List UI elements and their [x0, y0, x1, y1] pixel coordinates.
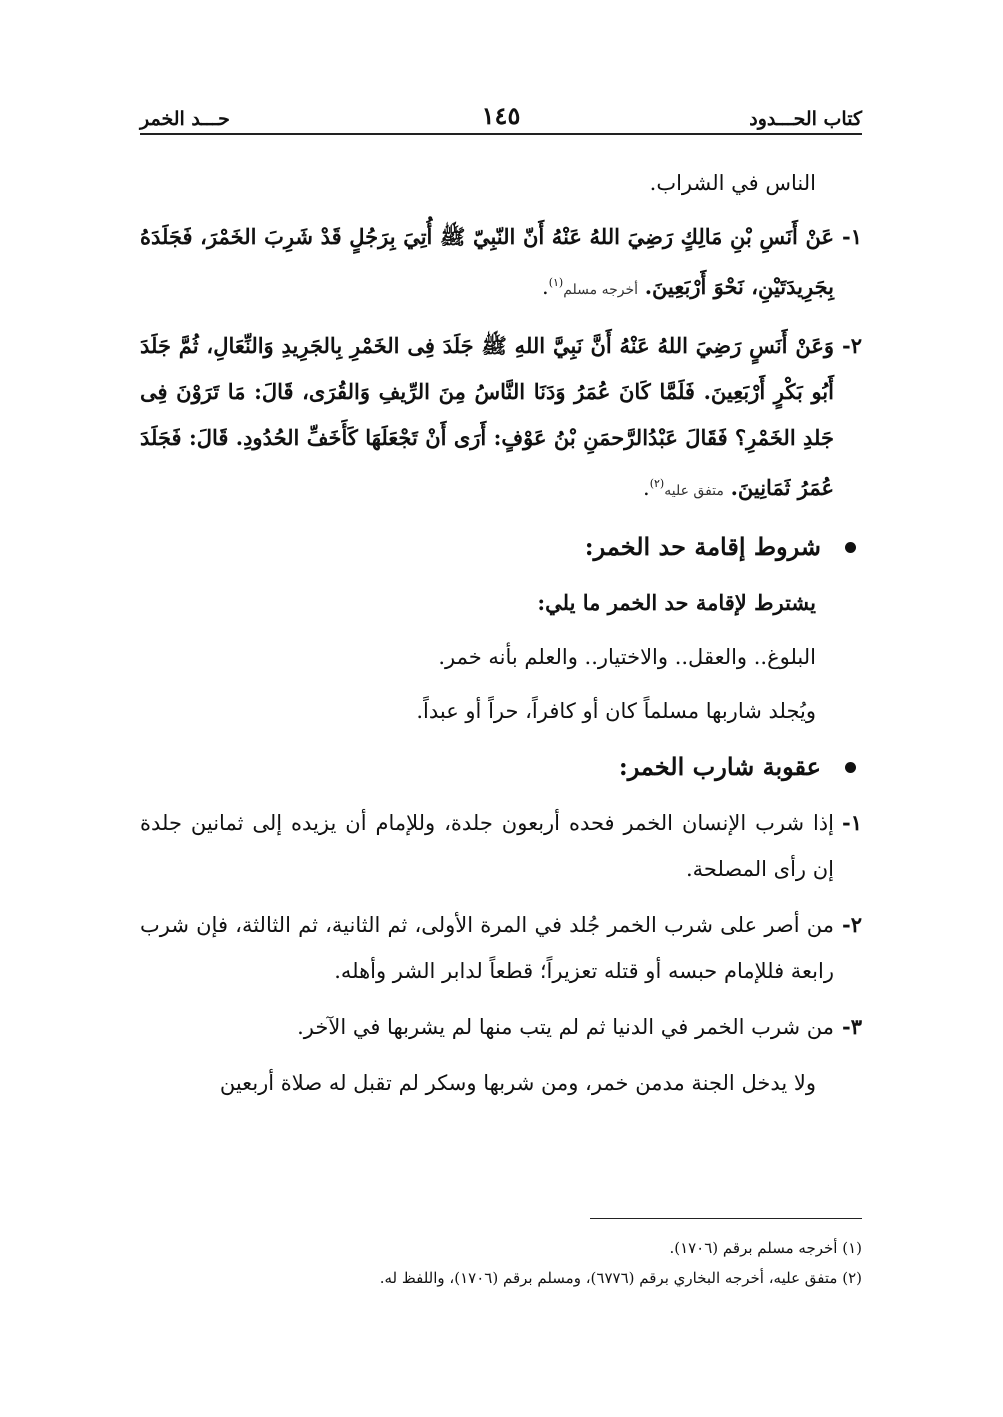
section-title-punishment: عقوبة شارب الخمر:	[618, 752, 821, 781]
conditions-line-2: ويُجلد شاربها مسلماً كان أو كافراً، حراً أو عبداً.	[416, 699, 816, 723]
closing-line: ولا يدخل الجنة مدمن خمر، ومن شربها وسكر لم تقبل له صلاة أربعين	[219, 1071, 816, 1095]
header-chapter-title: حـــد الخمر	[140, 108, 230, 130]
punishment-item-3	[140, 1004, 862, 1050]
punishment-item-1	[140, 800, 862, 892]
hadith-2	[140, 323, 862, 514]
punishment-item-number: ٢-	[842, 912, 862, 937]
hadith-1-text: عَنْ أَنَسِ بْنِ مَالِكٍ رَضِيَ اللهُ عَنْهُ أَنّ النّبِيّ ﷺ أُتِيَ بِرَجُلٍ قَدْ شَرِبَ الخَمْرَ، فَجَلَدَهُ بِجَرِيدَتَيْنِ، نَحْوَ أَرْبَعِينَ.	[140, 224, 834, 299]
hadith-1-number: ١-	[842, 224, 862, 249]
footnote-ref-2[interactable]: (٢)	[649, 477, 665, 490]
intro-line: الناس في الشراب.	[649, 171, 816, 195]
hadith-2-body: وَعَنْ أَنَسٍ رَضِيَ اللهُ عَنْهُ أَنَّ نَبِيَّ اللهِ ﷺ جَلَدَ فِى الخَمْرِ بِالجَرِيدِ وَالنِّعَالِ، ثُمَّ جَلَدَ أَبُو بَكْرٍ أَرْبَعِينَ. فَلَمَّا كَانَ عُمَرُ وَدَنَا النَّاسُ مِنَ الرِّيفِ وَالقُرَى، قَالَ: مَا تَرَوْنَ فِى جَلدِ الخَمْرِ؟ فَقَالَ عَبْدُالرَّحمَنِ بْنُ عَوْفٍ: أَرَى أَنْ تَجْعَلَهَا كَأَخَفِّ الحُدُودِ. قَالَ: فَجَلَدَ عُمَرُ ثَمَانِينَ. متفق عليه$^{(٢)}$.	[140, 333, 834, 500]
section-heading-conditions	[140, 524, 862, 570]
footnotes	[140, 1233, 862, 1293]
bullet-icon	[845, 762, 856, 773]
page-header	[140, 100, 862, 130]
conditions-line-1: البلوغ.. والعقل.. والاختيار.. والعلم بأنه خمر.	[438, 645, 816, 669]
punishment-item-text: من شرب الخمر في الدنيا ثم لم يتب منها لم يشربها في الآخر.	[297, 1015, 834, 1039]
book-page	[140, 0, 862, 1417]
punishment-item-2	[140, 902, 862, 994]
hadith-2-source: متفق عليه	[664, 483, 724, 499]
footnote-1: (١) أخرجه مسلم برقم (١٧٠٦).	[669, 1239, 862, 1257]
header-book-title: كتاب الحـــدود	[749, 108, 862, 130]
hadith-2-text: وَعَنْ أَنَسٍ رَضِيَ اللهُ عَنْهُ أَنَّ نَبِيَّ اللهِ ﷺ جَلَدَ فِى الخَمْرِ بِالجَرِيدِ وَالنِّعَالِ، ثُمَّ جَلَدَ أَبُو بَكْرٍ أَرْبَعِينَ. فَلَمَّا كَانَ عُمَرُ وَدَنَا النَّاسُ مِنَ الرِّيفِ وَالقُرَى، قَالَ: مَا تَرَوْنَ فِى جَلدِ الخَمْرِ؟ فَقَالَ عَبْدُالرَّحمَنِ بْنُ عَوْفٍ: أَرَى أَنْ تَجْعَلَهَا كَأَخَفِّ الحُدُودِ. قَالَ: فَجَلَدَ عُمَرُ ثَمَانِينَ.	[140, 333, 834, 500]
punishment-item-text: إذا شرب الإنسان الخمر فحده أربعون جلدة، وللإمام أن يزيده إلى ثمانين جلدة إن رأى المصلحة.	[140, 811, 834, 881]
punishment-item-number: ١-	[842, 810, 862, 835]
footnote-2: (٢) متفق عليه، أخرجه البخاري برقم (٦٧٧٦)، ومسلم برقم (١٧٠٦)، واللفظ له.	[379, 1269, 862, 1287]
section-heading-punishment	[140, 744, 862, 790]
header-rule	[140, 133, 862, 135]
section-title-conditions: شروط إقامة حد الخمر:	[584, 532, 821, 561]
bullet-icon	[845, 542, 856, 553]
hadith-1-source: أخرجه مسلم	[563, 282, 639, 298]
hadith-1-body: عَنْ أَنَسِ بْنِ مَالِكٍ رَضِيَ اللهُ عَنْهُ أَنّ النّبِيّ ﷺ أُتِيَ بِرَجُلٍ قَدْ شَرِبَ الخَمْرَ، فَجَلَدَهُ بِجَرِيدَتَيْنِ، نَحْوَ أَرْبَعِينَ. أخرجه مسلم$^{(١)}$.	[140, 224, 834, 299]
hadith-1	[140, 214, 862, 313]
hadith-2-number: ٢-	[842, 333, 862, 358]
page-number: ١٤٥	[481, 101, 521, 130]
footnote-rule	[590, 1218, 862, 1219]
page-body	[140, 160, 862, 1114]
punishment-item-text: من أصر على شرب الخمر جُلد في المرة الأولى، ثم الثانية، ثم الثالثة، فإن شرب رابعة فللإمام حبسه أو قتله تعزيراً؛ قطعاً لدابر الشر وأهله.	[140, 913, 834, 983]
footnote-ref-1[interactable]: (١)	[548, 276, 564, 289]
conditions-subtitle: يشترط لإقامة حد الخمر ما يلي:	[537, 590, 816, 615]
punishment-item-number: ٣-	[842, 1014, 862, 1039]
